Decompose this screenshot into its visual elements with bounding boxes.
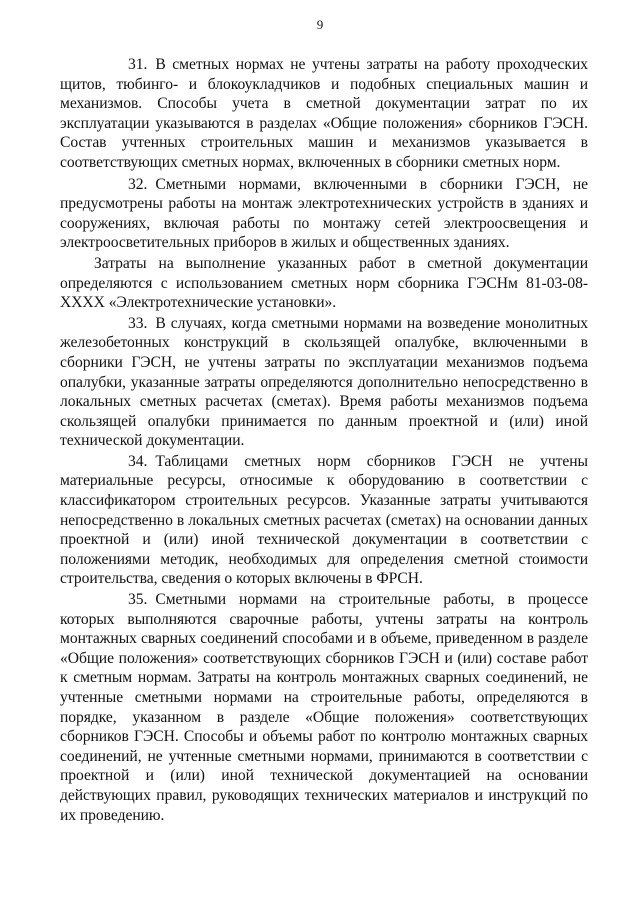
paragraph-35 bbox=[60, 590, 588, 825]
paragraph-32 bbox=[60, 175, 588, 253]
paragraph-text: В случаях, когда сметными нормами на возведение монолитных железобетонных конструкций в скользящей опалубке, включенными в сборники ГЭСН, не учтены затраты по эксплуатации механизмов подъема опалубки, указанные затраты определяются дополнительно непосредственно в локальных сметных расчетах (сметах). Время работы механизмов подъема скользящей опалубки принимается по данным проектной и (или) иной технической документации. bbox=[60, 314, 588, 450]
paragraph-number: 31. bbox=[128, 56, 148, 73]
paragraph-33 bbox=[60, 314, 588, 451]
paragraph-text: Затраты на выполнение указанных работ в сметной документации определяются с использованием сметных норм сборника ГЭСНм 81-03-08-XXXX «Электротехнические установки». bbox=[60, 254, 588, 312]
paragraph-text: В сметных нормах не учтены затраты на работу проходческих щитов, тюбинго- и блокоукладчиков и подобных специальных машин и механизмов. Способы учета в сметной документации затрат по их эксплуатации указываются в разделах «Общие положения» сборников ГЭСН. Состав учтенных строительных машин и механизмов указывается в соответствующих сметных нормах, включенных в сборники сметных норм. bbox=[60, 56, 588, 171]
paragraph-number: 33. bbox=[128, 314, 148, 332]
paragraph-text: Таблицами сметных норм сборников ГЭСН не учтены материальные ресурсы, относимые к оборудованию в соответствии с классификатором строительных ресурсов. Указанные затраты учитываются непосредственно в локальных сметных расчетах (сметах) на основании данных проектной и (или) иной технической документации в соответствии с положениями методик, необходимых для определения сметной стоимости строительства, сведения о которых включены в ФРСН. bbox=[60, 452, 588, 588]
page-number: 9 bbox=[316, 17, 324, 32]
paragraph-34 bbox=[60, 452, 588, 589]
document-body bbox=[60, 55, 588, 825]
paragraph-31 bbox=[60, 55, 588, 173]
paragraph-number: 32. bbox=[128, 175, 148, 193]
paragraph-text: Сметными нормами на строительные работы, в процессе которых выполняются сварочные работы, учтены затраты на контроль монтажных сварных соединений способами и в объеме, приведенном в разделе «Общие положения» соответствующих сборников ГЭСН и (или) составе работ к сметным нормам. Затраты на контроль монтажных сварных соединений, не учтенные сметными нормами на строительные работы, определяются в порядке, указанном в разделе «Общие положения» соответствующих сборников ГЭСН. Способы и объемы работ по контролю монтажных сварных соединений, не учтенные сметными нормами, принимаются в соответствии с проектной и (или) иной технической документацией на основании действующих правил, руководящих технических материалов и инструкций по их проведению. bbox=[60, 591, 588, 824]
paragraph-32-continuation bbox=[60, 254, 588, 313]
paragraph-number: 35. bbox=[128, 591, 148, 609]
paragraph-number: 34. bbox=[128, 452, 148, 470]
paragraph-text: Сметными нормами, включенными в сборники ГЭСН, не предусмотрены работы на монтаж электротехнических устройств в зданиях и сооружениях, включая работы по монтажу сетей электроосвещения и электроосветительных приборов в жилых и общественных зданиях. bbox=[60, 175, 588, 252]
